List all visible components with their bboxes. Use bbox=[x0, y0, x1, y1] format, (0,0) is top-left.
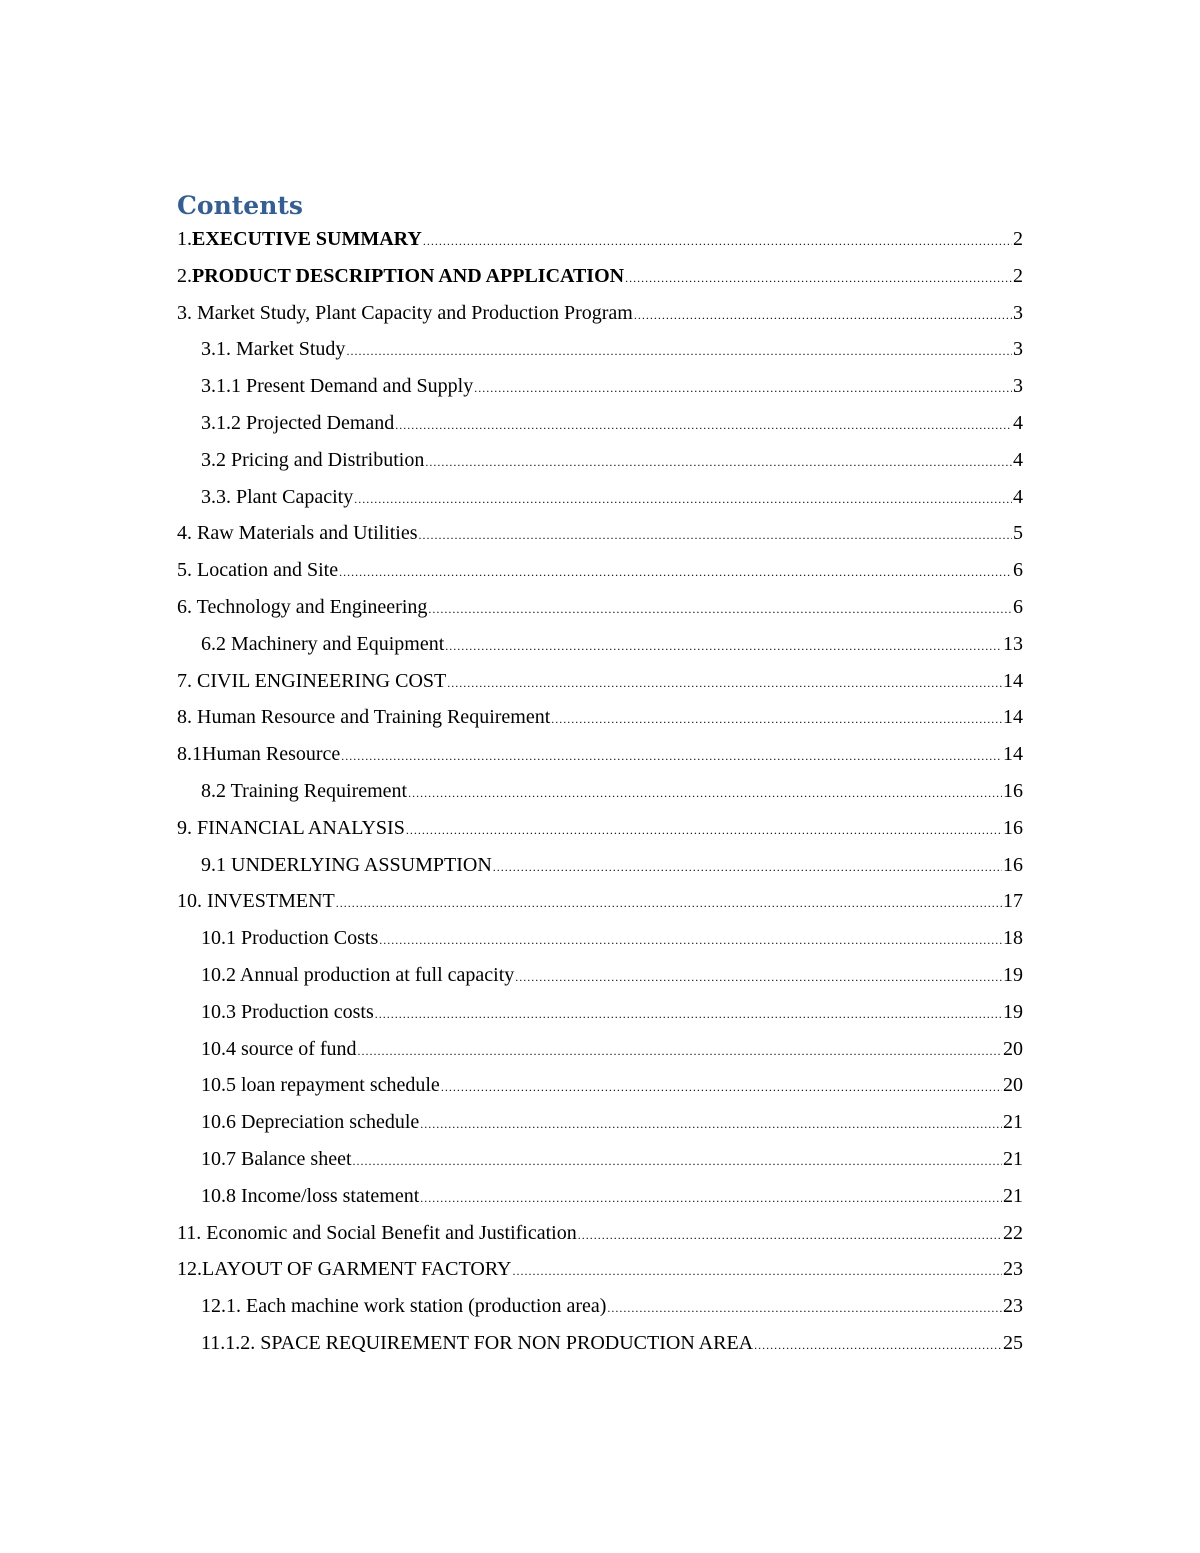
toc-entry-label-text: 6.2 Machinery and Equipment bbox=[201, 632, 445, 655]
toc-dot-leader bbox=[425, 455, 1012, 470]
toc-entry-label[interactable] bbox=[201, 449, 424, 472]
toc-entry[interactable] bbox=[177, 1258, 1023, 1295]
toc-entry-label-text: 3.1. Market Study bbox=[201, 338, 346, 361]
toc-entry[interactable] bbox=[177, 265, 1023, 302]
toc-page-number: 6 bbox=[1013, 595, 1023, 618]
toc-page-number: 4 bbox=[1013, 411, 1023, 434]
toc-page-number: 19 bbox=[1003, 1000, 1023, 1023]
toc-page-number: 16 bbox=[1003, 779, 1023, 802]
toc-dot-leader bbox=[578, 1228, 1002, 1243]
toc-entry-label-text: 10.7 Balance sheet bbox=[201, 1147, 352, 1170]
toc-page-number: 21 bbox=[1003, 1184, 1023, 1207]
toc-entry[interactable] bbox=[177, 338, 1023, 375]
toc-dot-leader bbox=[420, 1117, 1002, 1132]
toc-dot-leader bbox=[607, 1301, 1002, 1316]
toc-page-number: 6 bbox=[1013, 559, 1023, 582]
toc-entry[interactable] bbox=[177, 375, 1023, 412]
toc-entry-label[interactable] bbox=[177, 265, 624, 288]
toc-page-number: 17 bbox=[1003, 890, 1023, 913]
toc-entry[interactable] bbox=[177, 927, 1023, 964]
toc-entry[interactable] bbox=[177, 486, 1023, 523]
toc-dot-leader bbox=[515, 970, 1002, 985]
toc-dot-leader bbox=[419, 528, 1012, 543]
toc-entry-label-text: 6. Technology and Engineering bbox=[177, 595, 428, 618]
toc-entry-label[interactable] bbox=[201, 338, 345, 361]
toc-entry-label-text: 9. FINANCIAL ANALYSIS bbox=[177, 816, 405, 839]
toc-entry-label-text: 11.1.2. SPACE REQUIREMENT FOR NON PRODUCTION AREA bbox=[201, 1331, 754, 1354]
toc-entry[interactable] bbox=[177, 1222, 1023, 1259]
toc-page-number: 2 bbox=[1013, 228, 1023, 250]
toc-entry-label[interactable] bbox=[177, 670, 446, 693]
toc-page-number: 5 bbox=[1013, 522, 1023, 545]
toc-page-number: 25 bbox=[1003, 1331, 1023, 1354]
toc-dot-leader bbox=[420, 1191, 1002, 1206]
toc-page-number: 4 bbox=[1013, 485, 1023, 508]
toc-entry-label[interactable] bbox=[201, 1038, 357, 1061]
toc-dot-leader bbox=[339, 565, 1012, 580]
toc-entry[interactable] bbox=[177, 412, 1023, 449]
toc-page-number: 20 bbox=[1003, 1074, 1023, 1097]
toc-entry-label-text: 12.1. Each machine work station (production area) bbox=[201, 1295, 607, 1318]
toc-entry[interactable] bbox=[177, 1295, 1023, 1332]
toc-entry[interactable] bbox=[177, 449, 1023, 486]
toc-entry-label[interactable] bbox=[201, 1185, 419, 1208]
toc-dot-leader bbox=[445, 639, 1002, 654]
toc-dot-leader bbox=[408, 786, 1002, 801]
toc-entry-label-text: 12.LAYOUT OF GARMENT FACTORY bbox=[177, 1258, 512, 1281]
toc-page-number: 14 bbox=[1003, 669, 1023, 692]
toc-entry-label-text: 3.3. Plant Capacity bbox=[201, 485, 354, 508]
toc-list bbox=[177, 228, 1023, 1369]
toc-page-number: 16 bbox=[1003, 853, 1023, 876]
toc-dot-leader bbox=[428, 602, 1012, 617]
toc-dot-leader bbox=[634, 308, 1012, 323]
toc-page-number: 4 bbox=[1013, 448, 1023, 471]
toc-dot-leader bbox=[336, 896, 1002, 911]
toc-entry-label-text: 5. Location and Site bbox=[177, 559, 339, 582]
toc-entry-label[interactable] bbox=[201, 486, 353, 509]
toc-entry[interactable] bbox=[177, 596, 1023, 633]
toc-entry[interactable] bbox=[177, 743, 1023, 780]
toc-entry-label[interactable] bbox=[201, 1111, 419, 1134]
toc-entry[interactable] bbox=[177, 633, 1023, 670]
toc-entry-label-text: 2. bbox=[177, 264, 192, 287]
toc-entry-label-text: 3.1.1 Present Demand and Supply bbox=[201, 375, 474, 398]
toc-page-number: 13 bbox=[1003, 632, 1023, 655]
toc-dot-leader bbox=[353, 1154, 1003, 1169]
toc-dot-leader bbox=[441, 1080, 1002, 1095]
toc-page-number: 16 bbox=[1003, 816, 1023, 839]
toc-entry-label[interactable] bbox=[177, 706, 550, 729]
toc-entry-label[interactable] bbox=[201, 1074, 440, 1097]
toc-entry-label[interactable] bbox=[177, 1222, 577, 1245]
toc-entry-label-text: 3. Market Study, Plant Capacity and Production Program bbox=[177, 301, 633, 324]
document-page bbox=[177, 190, 1023, 1369]
toc-title: Contents bbox=[177, 191, 304, 220]
toc-entry-label-text: 10.1 Production Costs bbox=[201, 927, 379, 950]
toc-entry-label[interactable] bbox=[177, 1258, 512, 1281]
toc-entry-label-text: 11. Economic and Social Benefit and Justification bbox=[177, 1221, 577, 1244]
toc-entry[interactable] bbox=[177, 1038, 1023, 1075]
toc-entry[interactable] bbox=[177, 780, 1023, 817]
toc-dot-leader bbox=[375, 1007, 1002, 1022]
toc-entry[interactable] bbox=[177, 1332, 1023, 1369]
toc-entry-label[interactable] bbox=[201, 964, 514, 987]
toc-entry[interactable] bbox=[177, 559, 1023, 596]
toc-dot-leader bbox=[358, 1044, 1002, 1059]
toc-entry[interactable] bbox=[177, 1148, 1023, 1185]
toc-entry-label[interactable] bbox=[201, 633, 444, 656]
toc-entry[interactable] bbox=[177, 670, 1023, 707]
toc-entry-label[interactable] bbox=[177, 890, 335, 913]
toc-entry-label[interactable] bbox=[201, 1148, 352, 1171]
toc-entry[interactable] bbox=[177, 706, 1023, 743]
toc-entry-label[interactable] bbox=[177, 817, 405, 840]
toc-dot-leader bbox=[395, 418, 1012, 433]
toc-page-number: 3 bbox=[1013, 338, 1023, 361]
toc-entry-label-text: 1. bbox=[177, 228, 192, 250]
toc-dot-leader bbox=[625, 271, 1012, 286]
toc-entry[interactable] bbox=[177, 964, 1023, 1001]
toc-entry-label-text: 10.5 loan repayment schedule bbox=[201, 1074, 440, 1097]
toc-entry-label-bold: PRODUCT DESCRIPTION AND APPLICATION bbox=[192, 264, 625, 287]
toc-entry[interactable] bbox=[177, 817, 1023, 854]
toc-dot-leader bbox=[447, 676, 1002, 691]
toc-entry[interactable] bbox=[177, 1074, 1023, 1111]
toc-page-number: 3 bbox=[1013, 375, 1023, 398]
toc-dot-leader bbox=[346, 344, 1012, 359]
toc-dot-leader bbox=[474, 381, 1012, 396]
toc-dot-leader bbox=[754, 1338, 1002, 1353]
toc-entry-label-text: 3.2 Pricing and Distribution bbox=[201, 448, 425, 471]
toc-entry-label-text: 10. INVESTMENT bbox=[177, 890, 335, 913]
toc-entry-label[interactable] bbox=[201, 375, 473, 398]
toc-entry-label[interactable] bbox=[177, 228, 422, 251]
toc-entry-label-text: 10.6 Depreciation schedule bbox=[201, 1111, 420, 1134]
toc-entry[interactable] bbox=[177, 890, 1023, 927]
toc-entry-label-text: 10.2 Annual production at full capacity bbox=[201, 963, 515, 986]
toc-entry-label[interactable] bbox=[201, 1295, 606, 1318]
toc-entry-label-text: 10.4 source of fund bbox=[201, 1037, 357, 1060]
toc-page-number: 23 bbox=[1003, 1295, 1023, 1318]
toc-entry-label[interactable] bbox=[177, 596, 427, 619]
toc-page-number: 19 bbox=[1003, 963, 1023, 986]
toc-entry-label-text: 3.1.2 Projected Demand bbox=[201, 411, 395, 434]
toc-page-number: 22 bbox=[1003, 1221, 1023, 1244]
toc-page-number: 23 bbox=[1003, 1258, 1023, 1281]
toc-entry-label-text: 10.8 Income/loss statement bbox=[201, 1184, 420, 1207]
toc-entry[interactable] bbox=[177, 302, 1023, 339]
toc-entry-label-text: 7. CIVIL ENGINEERING COST bbox=[177, 669, 447, 692]
toc-page-number: 2 bbox=[1013, 264, 1023, 287]
toc-entry-label[interactable] bbox=[201, 854, 492, 877]
toc-entry-label-bold: EXECUTIVE SUMMARY bbox=[192, 228, 422, 250]
toc-entry[interactable] bbox=[177, 228, 1023, 265]
toc-entry-label[interactable] bbox=[177, 522, 418, 545]
toc-entry-label-text: 8. Human Resource and Training Requirement bbox=[177, 706, 551, 729]
toc-page-number: 14 bbox=[1003, 706, 1023, 729]
toc-dot-leader bbox=[423, 234, 1012, 249]
toc-entry-label[interactable] bbox=[201, 1001, 374, 1024]
toc-entry-label[interactable] bbox=[177, 743, 340, 766]
toc-entry-label[interactable] bbox=[201, 927, 378, 950]
toc-dot-leader bbox=[341, 749, 1002, 764]
toc-page-number: 20 bbox=[1003, 1037, 1023, 1060]
toc-entry-label-text: 8.1Human Resource bbox=[177, 743, 341, 766]
toc-page-number: 18 bbox=[1003, 927, 1023, 950]
toc-dot-leader bbox=[406, 823, 1002, 838]
toc-entry[interactable] bbox=[177, 1001, 1023, 1038]
toc-dot-leader bbox=[493, 860, 1002, 875]
toc-entry[interactable] bbox=[177, 1111, 1023, 1148]
toc-entry-label[interactable] bbox=[177, 559, 338, 582]
toc-entry-label-text: 10.3 Production costs bbox=[201, 1000, 374, 1023]
toc-entry[interactable] bbox=[177, 854, 1023, 891]
toc-entry-label[interactable] bbox=[201, 412, 394, 435]
toc-page-number: 21 bbox=[1003, 1111, 1023, 1134]
toc-dot-leader bbox=[551, 712, 1002, 727]
toc-entry-label[interactable] bbox=[201, 1332, 753, 1355]
toc-page-number: 3 bbox=[1013, 301, 1023, 324]
toc-entry-label-text: 8.2 Training Requirement bbox=[201, 779, 408, 802]
toc-dot-leader bbox=[513, 1264, 1002, 1279]
toc-entry-label-text: 9.1 UNDERLYING ASSUMPTION bbox=[201, 853, 492, 876]
toc-entry[interactable] bbox=[177, 1185, 1023, 1222]
toc-entry[interactable] bbox=[177, 522, 1023, 559]
toc-dot-leader bbox=[379, 933, 1002, 948]
toc-entry-label[interactable] bbox=[201, 780, 407, 803]
toc-page-number: 21 bbox=[1003, 1147, 1023, 1170]
toc-dot-leader bbox=[354, 492, 1012, 507]
toc-entry-label-text: 4. Raw Materials and Utilities bbox=[177, 522, 418, 545]
toc-entry-label[interactable] bbox=[177, 302, 633, 325]
toc-page-number: 14 bbox=[1003, 743, 1023, 766]
